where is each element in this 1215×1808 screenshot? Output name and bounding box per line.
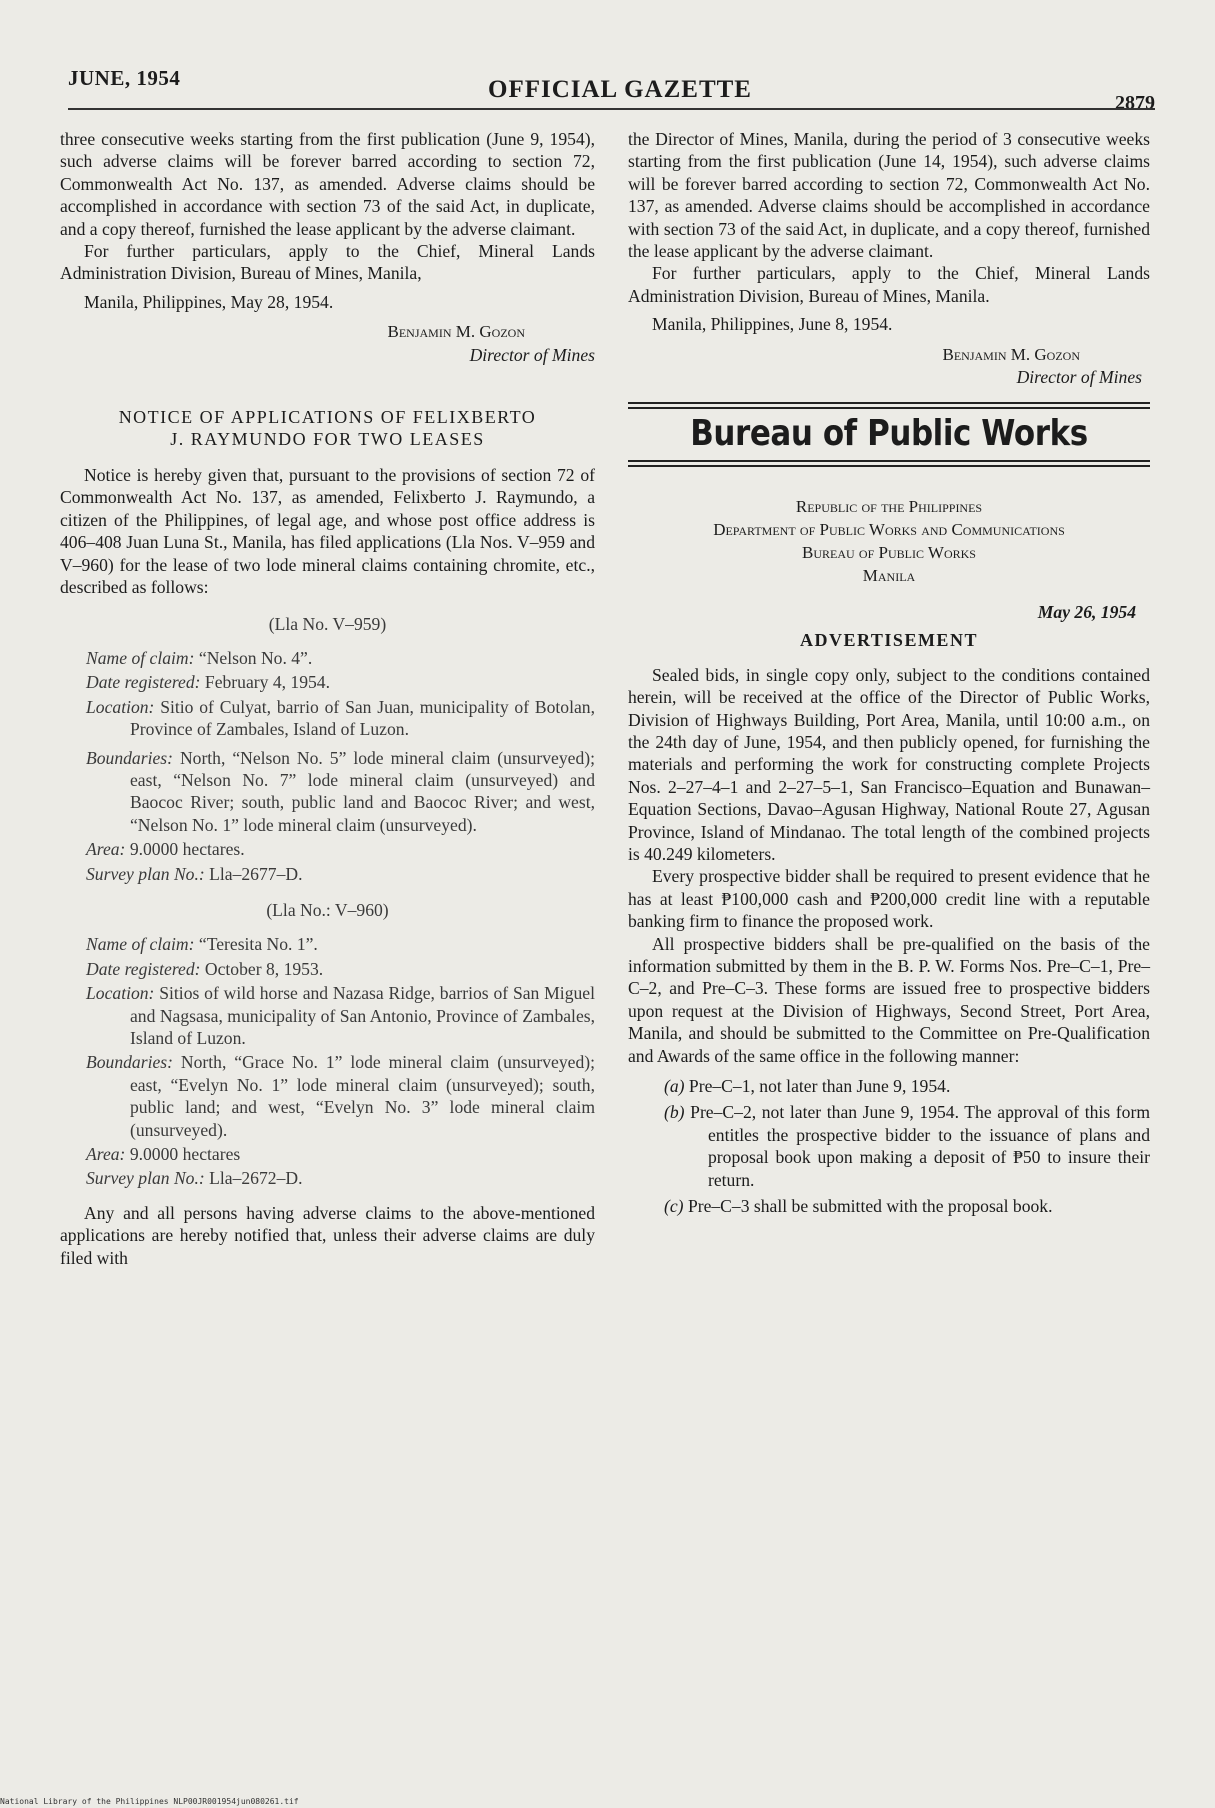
notice-title-line-1: NOTICE OF APPLICATIONS OF FELIXBERTO	[118, 407, 537, 428]
list-item: (a) Pre–C–1, not later than June 9, 1954.	[664, 1076, 951, 1096]
scan-footer: National Library of the Philippines NLP00JR001954jun080261.tif	[0, 1797, 299, 1806]
signatory-name: Benjamin M. Gozon	[942, 344, 1080, 364]
page-header	[68, 60, 1155, 114]
particulars-paragraph: For further particulars, apply to the Chief, Mineral Lands Administration Division, Bureau of Mines, Manila.	[628, 263, 1150, 306]
advertisement-paragraph-2: Every prospective bidder shall be required to present evidence that he has at least ₱100,000 cash and ₱200,000 credit line with a reputable banking firm to finance the proposed work.	[628, 866, 1150, 932]
signature-block	[60, 321, 595, 366]
org-line-republic: Republic of the Philippines	[795, 496, 983, 516]
advertisement-paragraph-1: Sealed bids, in single copy only, subject to the conditions contained herein, will be received at the office of the Director of Public Works, Division of Highways Building, Port Area, Manila, until 10:00 a.m., on the 24th day of June, 1954, and then publicly opened, for furnishing the materials and performing the work for constructing complete Projects Nos. 2–27–4–1 and 2–27–5–1, San Francisco–Equation and Bunawan–Equation Sections, Davao–Agusan Highway, National Route 27, Agusan Province, Island of Mindanao. The total length of the combined projects is 40.249 kilometers.	[628, 664, 1150, 864]
claim-location: Location: Sitio of Culyat, barrio of San Juan, municipality of Botolan, Province of Zambales, Island of Luzon.	[86, 696, 595, 740]
claim-date: Date registered: October 8, 1953.	[86, 958, 324, 979]
notice-title-line-2: J. RAYMUNDO FOR TWO LEASES	[170, 429, 485, 450]
claim-heading: (Lla No.: V–960)	[266, 899, 389, 920]
signatory-title: Director of Mines	[1016, 367, 1142, 388]
claim-name: Name of claim: “Nelson No. 4”.	[86, 647, 313, 668]
publication-title: OFFICIAL GAZETTE	[488, 76, 752, 103]
left-column	[60, 128, 595, 1269]
claim-v959	[60, 613, 595, 885]
claim-survey-plan: Survey plan No.: Lla–2672–D.	[86, 1168, 303, 1189]
notice-title	[60, 406, 595, 450]
submission-list	[628, 1075, 1150, 1217]
notice-body: Notice is hereby given that, pursuant to the provisions of section 72 of Commonwealth Act No. 137, as amended, Felixberto J. Raymundo, a citizen of the Philippines, of legal age, and whose post office address is 406–408 Juan Luna St., Manila, has filed applications (Lla Nos. V–959 and V–960) for the lease of two lode mineral claims containing chromite, etc., described as follows:	[60, 465, 595, 598]
advertisement-heading: ADVERTISEMENT	[800, 630, 978, 651]
signatory-name: Benjamin M. Gozon	[387, 322, 525, 342]
org-line-bureau: Bureau of Public Works	[802, 542, 976, 562]
claim-location: Location: Sitios of wild horse and Nazasa Ridge, barrios of San Miguel and Nagsasa, municipality of San Antonio, Province of Zambales, Island of Luzon.	[86, 983, 595, 1048]
list-item: (c) Pre–C–3 shall be submitted with the proposal book.	[664, 1196, 1053, 1217]
particulars-paragraph: For further particulars, apply to the Chief, Mineral Lands Administration Division, Bureau of Mines, Manila,	[60, 241, 595, 284]
section-rule-bottom	[628, 460, 1150, 467]
claim-boundaries: Boundaries: North, “Grace No. 1” lode mineral claim (unsurveyed); east, “Evelyn No. 1” lode mineral claim (unsurveyed); south, public land; and west, “Evelyn No. 3” lode mineral claim (unsurveyed).	[86, 1052, 595, 1140]
right-column	[628, 128, 1150, 1217]
section-title: Bureau of Public Works	[690, 413, 1088, 455]
place-date: Manila, Philippines, June 8, 1954.	[652, 314, 893, 335]
claim-v960	[60, 899, 595, 1190]
header-rule	[68, 108, 1155, 110]
org-line-department: Department of Public Works and Communications	[713, 519, 1065, 539]
claim-boundaries: Boundaries: North, “Nelson No. 5” lode mineral claim (unsurveyed); east, “Nelson No. 7” lode mineral claim (unsurveyed) and Baococ River; south, public land and Baococ River; and west, “Nelson No. 1” lode mineral claim (unsurveyed).	[86, 747, 595, 835]
advertisement-date: May 26, 1954	[1037, 601, 1136, 622]
section-rule-top	[628, 402, 1150, 409]
issue-date: JUNE, 1954	[68, 66, 181, 90]
claim-date: Date registered: February 4, 1954.	[86, 672, 330, 693]
signature-block	[628, 344, 1150, 389]
claim-name: Name of claim: “Teresita No. 1”.	[86, 934, 318, 955]
continued-paragraph: the Director of Mines, Manila, during the period of 3 consecutive weeks starting from the first publication (June 14, 1954), such adverse claims will be forever barred according to section 72, Commonwealth Act No. 137, as amended. Adverse claims should be accomplished in accordance with section 73 of the said Act, in duplicate, and a copy thereof, furnished the lease applicant by the adverse claimant.	[628, 129, 1150, 262]
claim-area: Area: 9.0000 hectares	[86, 1144, 241, 1165]
claim-survey-plan: Survey plan No.: Lla–2677–D.	[86, 863, 303, 884]
org-line-city: Manila	[862, 565, 916, 585]
continued-paragraph: three consecutive weeks starting from the first publication (June 9, 1954), such adverse claims will be forever barred according to section 72, Commonwealth Act No. 137, as amended. Adverse claims should be accomplished in accordance with section 73 of the said Act, in duplicate, and a copy thereof, furnished the lease applicant by the adverse claimant.	[60, 129, 595, 239]
page-number: 2879	[1115, 92, 1155, 114]
list-item: (b) Pre–C–2, not later than June 9, 1954. The approval of this form entitles the prospective bidder to the issuance of plans and proposal book upon making a deposit of ₱50 to insure their return.	[664, 1102, 1150, 1190]
claim-area: Area: 9.0000 hectares.	[86, 839, 245, 860]
claim-heading: (Lla No. V–959)	[268, 613, 387, 634]
advertisement-paragraph-3: All prospective bidders shall be pre-qualified on the basis of the information submitted by them in the B. P. W. Forms Nos. Pre–C–1, Pre–C–2, and Pre–C–3. These forms are issued free to prospective bidders upon request at the Division of Highways, Second Street, Port Area, Manila, and should be submitted to the Committee on Pre-Qualification and Awards of the same office in the following manner:	[628, 933, 1150, 1066]
signatory-title: Director of Mines	[469, 344, 595, 365]
adverse-claims-paragraph: Any and all persons having adverse claims to the above-mentioned applications are hereby notified that, unless their adverse claims are duly filed with	[60, 1202, 595, 1268]
place-date: Manila, Philippines, May 28, 1954.	[84, 291, 334, 312]
